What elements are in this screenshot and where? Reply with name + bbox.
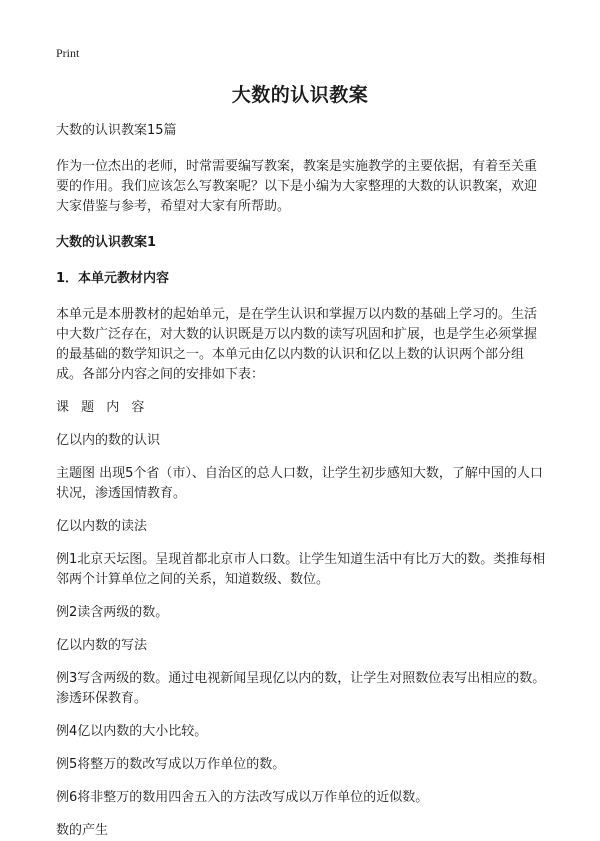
topic-line: 亿以内的数的认识 xyxy=(56,433,161,448)
topic-line: 例2读含两级的数。 xyxy=(56,605,169,620)
topic-line: 例5将整万的数改写成以万作单位的数。 xyxy=(56,757,286,772)
topic-line: 例3写含两级的数。通过电视新闻呈现亿以内的数，让学生对照数位表写出相应的数。渗透环保教育。 xyxy=(56,671,546,706)
print-label: Print xyxy=(56,46,80,60)
document-body xyxy=(56,121,548,841)
topic-line: 亿以内数的读法 xyxy=(56,519,148,534)
topic-line: 主题图 出现5个省（市）、自治区的总人口数，让学生初步感知大数，了解中国的人口状况，渗透国情教育。 xyxy=(56,466,543,501)
subsection-heading: 1．本单元教材内容 xyxy=(56,271,170,286)
document-title: 大数的认识教案 xyxy=(231,84,369,106)
topic-line: 例1北京天坛图。呈现首都北京市人口数。让学生知道生活中有比万大的数。类推每相邻两个计算单位之间的关系，知道数级、数位。 xyxy=(56,552,546,587)
unit-description-paragraph: 本单元是本册教材的起始单元，是在学生认识和掌握万以内数的基础上学习的。生活中大数广泛存在，对大数的认识既是万以内数的读写巩固和扩展，也是学生必须掌握的最基础的数学知识之一。本单元由亿以内数的认识和亿以上数的认识两个部分组成。各部分内容之间的安排如下表： xyxy=(56,307,538,382)
section-heading: 大数的认识教案1 xyxy=(56,235,157,250)
intro-paragraph: 作为一位杰出的老师，时常需要编写教案，教案是实施教学的主要依据，有着至关重要的作用。我们应该怎么写教案呢？以下是小编为大家整理的大数的认识教案，欢迎大家借鉴与参考，希望对大家有所帮助。 xyxy=(56,159,538,214)
topic-line: 数的产生 xyxy=(56,823,109,838)
topic-line: 例6将非整万的数用四舍五入的方法改写成以万作单位的近似数。 xyxy=(56,790,429,805)
table-header: 课 题 内 容 xyxy=(56,400,149,415)
document-subtitle: 大数的认识教案15篇 xyxy=(56,123,177,138)
topic-line: 亿以内数的写法 xyxy=(56,638,148,653)
topic-line: 例4亿以内数的大小比较。 xyxy=(56,724,208,739)
